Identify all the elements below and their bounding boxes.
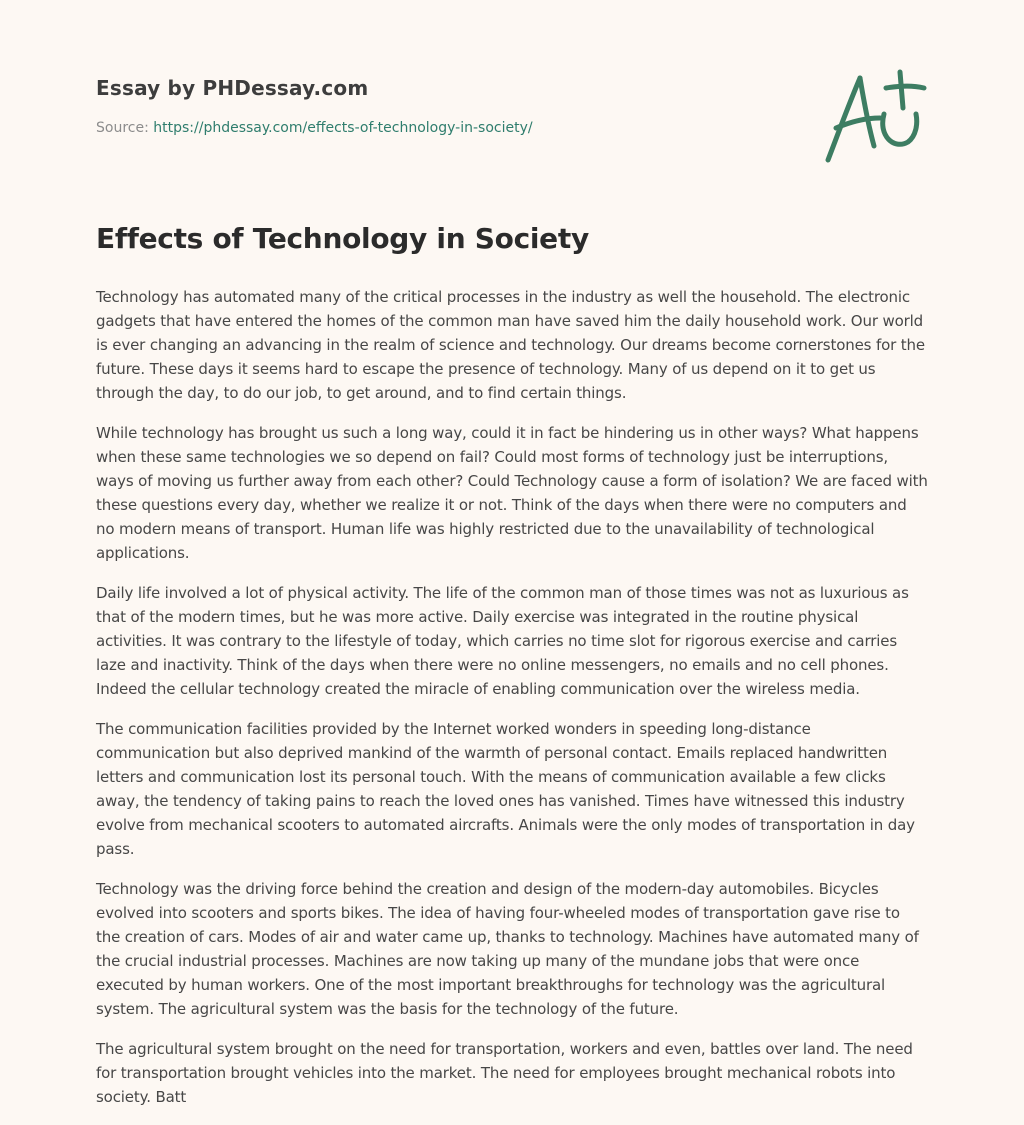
page-header xyxy=(96,76,936,176)
source-line xyxy=(96,120,936,136)
source-label: Source: xyxy=(96,120,154,136)
source-link[interactable]: https://phdessay.com/effects-of-technology-in-society/ xyxy=(153,120,533,136)
essay-title: Effects of Technology in Society xyxy=(96,222,589,255)
essay-paragraph: Technology was the driving force behind the creation and design of the modern-day automobiles. Bicycles evolved into scooters and sports bikes. The idea of having four-wheeled modes of transportation gave rise to the creation of cars. Modes of air and water came up, thanks to technology. Machines have automated many of the crucial industrial processes. Machines are now taking up many of the mundane jobs that were once executed by human workers. One of the most important breakthroughs for technology was the agricultural system. The agricultural system was the basis for the technology of the future. xyxy=(96,880,919,1018)
essay-paragraph: The communication facilities provided by the Internet worked wonders in speeding long-distance communication but also deprived mankind of the warmth of personal contact. Emails replaced handwritten letters and communication lost its personal touch. With the means of communication available a few clicks away, the tendency of taking pains to reach the loved ones has vanished. Times have witnessed this industry evolve from mechanical scooters to automated aircrafts. Animals were the only modes of transportation in day pass. xyxy=(96,720,915,858)
brand-title: Essay by PHDessay.com xyxy=(96,76,369,100)
essay-paragraph: Technology has automated many of the critical processes in the industry as well the household. The electronic gadgets that have entered the homes of the common man have saved him the daily household work. Our world is ever changing an advancing in the realm of science and technology. Our dreams become cornerstones for the future. These days it seems hard to escape the presence of technology. Many of us depend on it to get us through the day, to do our job, to get around, and to find certain things. xyxy=(96,288,925,402)
a-plus-logo-icon xyxy=(820,66,930,166)
essay-paragraph: Daily life involved a lot of physical activity. The life of the common man of those times was not as luxurious as that of the modern times, but he was more active. Daily exercise was integrated in the routine physical activities. It was contrary to the lifestyle of today, which carries no time slot for rigorous exercise and carries laze and inactivity. Think of the days when there were no online messengers, no emails and no cell phones. Indeed the cellular technology created the miracle of enabling communication over the wireless media. xyxy=(96,584,909,698)
essay-paragraph: While technology has brought us such a long way, could it in fact be hindering us in other ways? What happens when these same technologies we so depend on fail? Could most forms of technology just be interruptions, ways of moving us further away from each other? Could Technology cause a form of isolation? We are faced with these questions every day, whether we realize it or not. Think of the days when there were no computers and no modern means of transport. Human life was highly restricted due to the unavailability of technological applications. xyxy=(96,424,928,562)
essay-body xyxy=(96,285,928,1125)
essay-paragraph: The agricultural system brought on the need for transportation, workers and even, battles over land. The need for transportation brought vehicles into the market. The need for employees brought mechanical robots into society. Batt xyxy=(96,1040,913,1106)
